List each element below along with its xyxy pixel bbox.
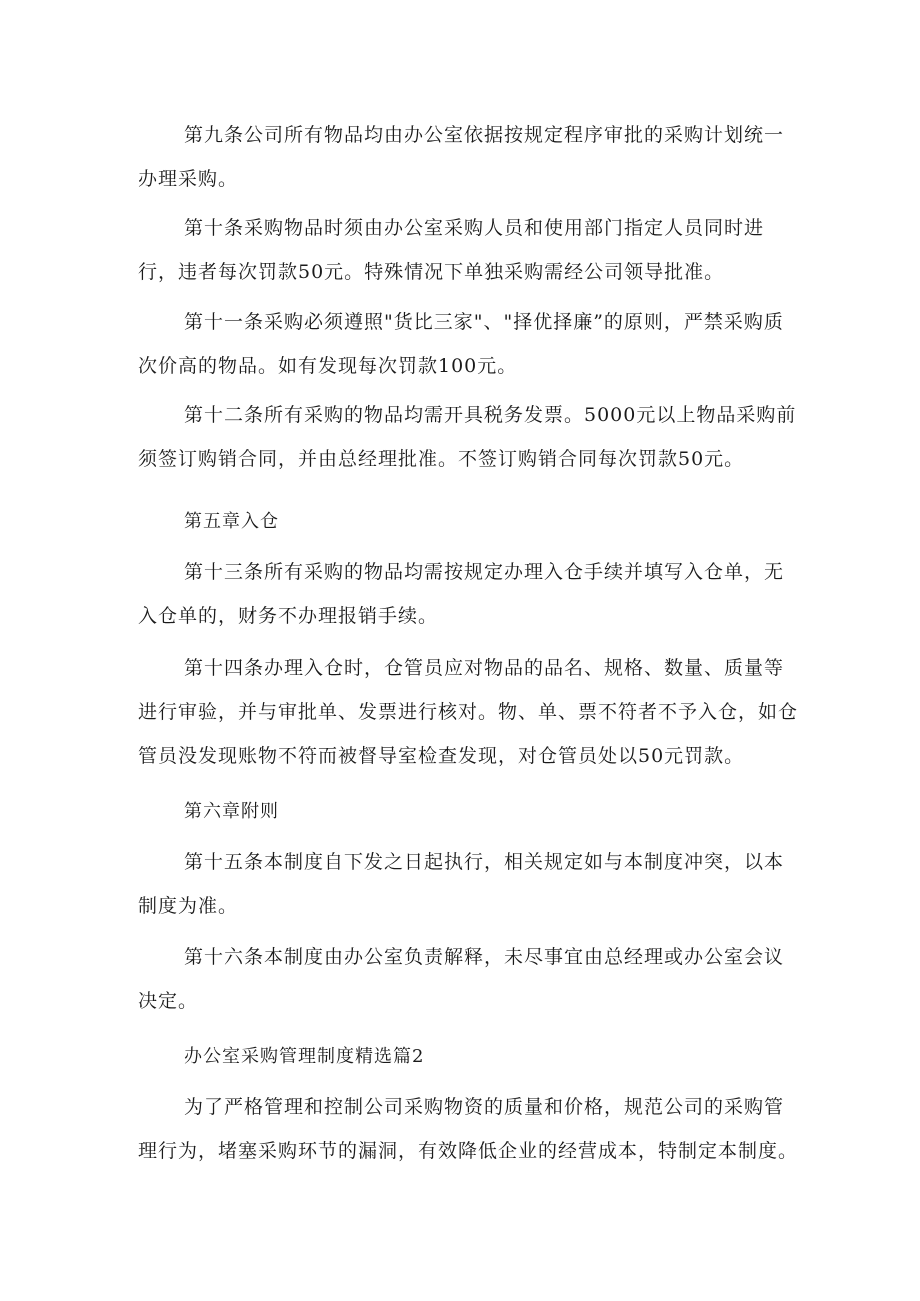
article-10-paragraph: 第十条采购物品时须由办公室采购人员和使用部门指定人员同时进行，违者每次罚款50元。特殊情况下单独采购需经公司领导批准。 <box>138 217 765 283</box>
article-14-paragraph: 第十四条办理入仓时，仓管员应对物品的品名、规格、数量、质量等进行审验，并与审批单、发票进行核对。物、单、票不符者不予入仓，如仓管员没发现账物不符而被督导室检查发现，对仓管员处以50元罚款。 <box>138 657 799 767</box>
article-11-paragraph: 第十一条采购必须遵照"货比三家"、"择优择廉”的原则，严禁采购质次价高的物品。如有发现每次罚款100元。 <box>138 311 784 377</box>
chapter-6-heading: 第六章附则 <box>184 801 279 822</box>
chapter-5-heading: 第五章入仓 <box>184 511 279 532</box>
article-12-paragraph: 第十二条所有采购的物品均需开具税务发票。5000元以上物品采购前须签订购销合同，并由总经理批准。不签订购销合同每次罚款50元。 <box>138 404 797 470</box>
article-9-paragraph: 第九条公司所有物品均由办公室依据按规定程序审批的采购计划统一办理采购。 <box>138 124 785 190</box>
article-16-paragraph: 第十六条本制度由办公室负责解释，未尽事宜由总经理或办公室会议决定。 <box>138 946 785 1012</box>
article-15-paragraph: 第十五条本制度自下发之日起执行，相关规定如与本制度冲突，以本制度为准。 <box>138 851 785 917</box>
article-13-paragraph: 第十三条所有采购的物品均需按规定办理入仓手续并填写入仓单，无入仓单的，财务不办理报销手续。 <box>138 561 785 627</box>
intro-paragraph: 为了严格管理和控制公司采购物资的质量和价格，规范公司的采购管理行为，堵塞采购环节的漏洞，有效降低企业的经营成本，特制定本制度。 <box>138 1096 799 1162</box>
section-title-part-2: 办公室采购管理制度精选篇2 <box>184 1046 425 1067</box>
